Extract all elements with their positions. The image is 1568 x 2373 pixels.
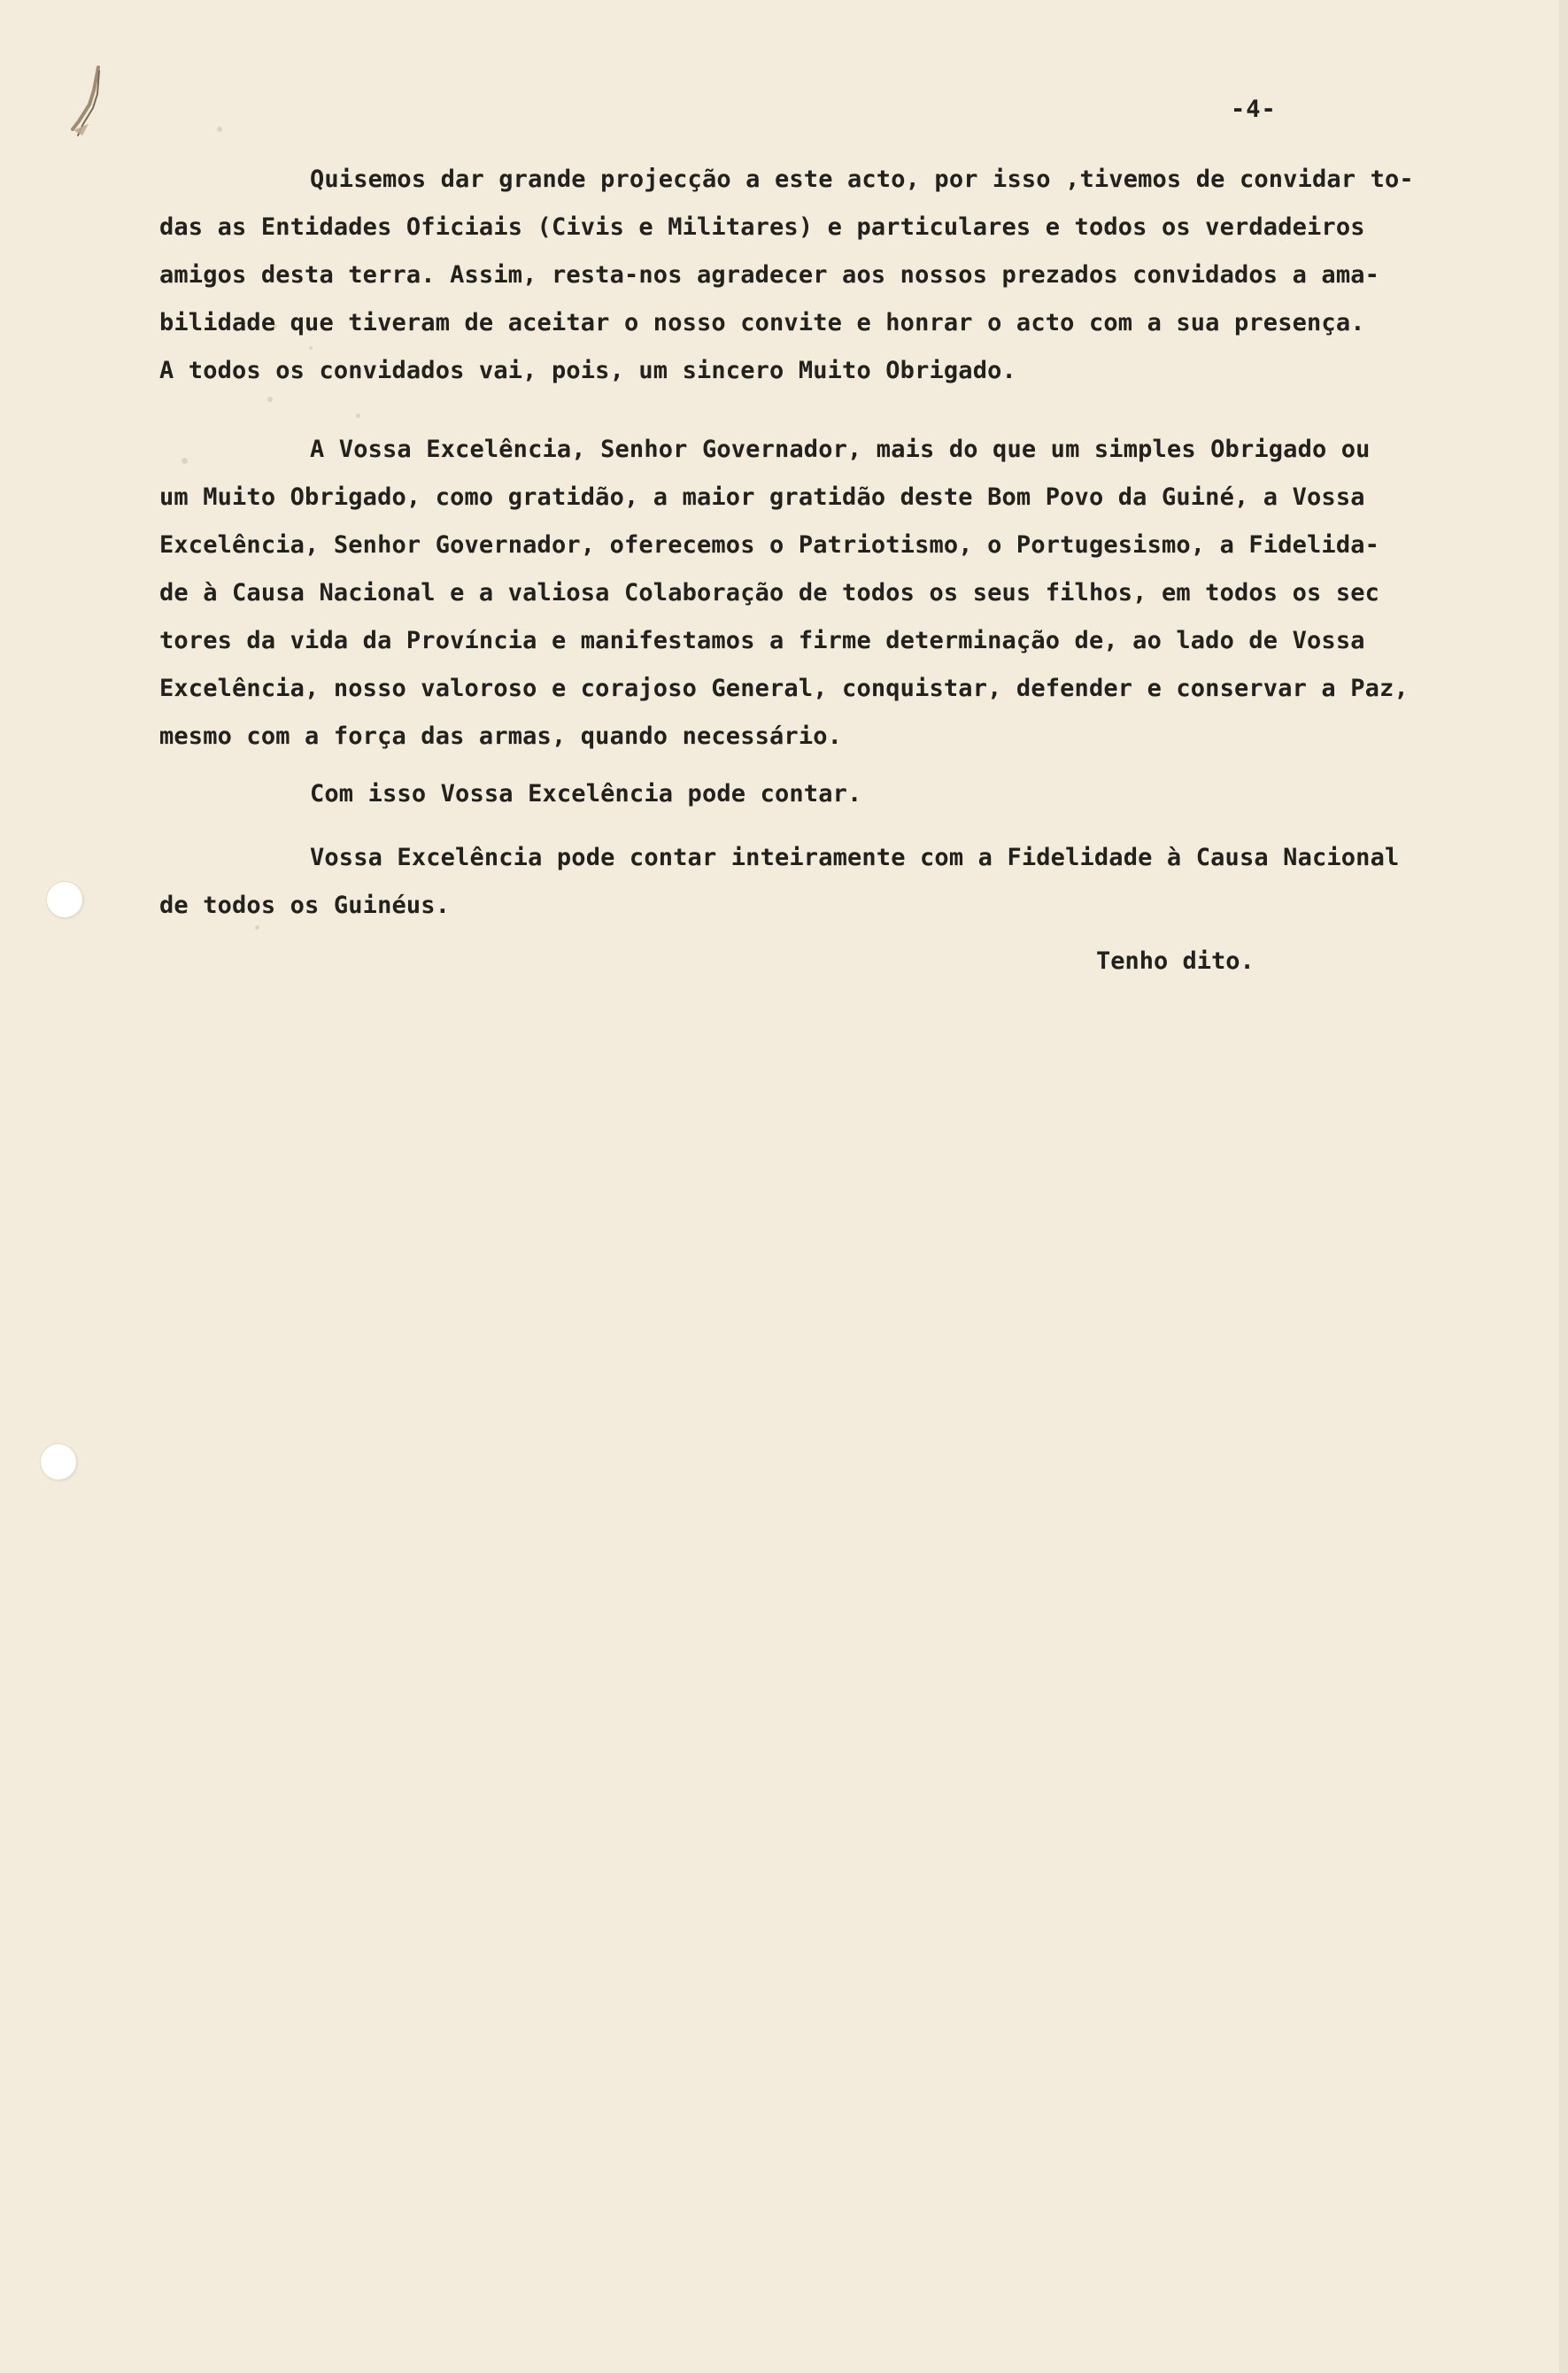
text-line: Vossa Excelência pode contar inteiramente com a Fidelidade à Causa Nacional <box>310 844 1400 871</box>
text-line: A todos os convidados vai, pois, um sincero Muito Obrigado. <box>159 357 1016 384</box>
text-line: mesmo com a força das armas, quando necessário. <box>159 723 843 750</box>
paper-speck <box>217 127 222 132</box>
text-line: Com isso Vossa Excelência pode contar. <box>310 780 862 808</box>
text-line: Excelência, nosso valoroso e corajoso General, conquistar, defender e conservar a Paz, <box>159 675 1409 702</box>
text-line: de todos os Guinéus. <box>159 892 451 919</box>
text-line: bilidade que tiveram de aceitar o nosso convite e honrar o acto com a sua presença. <box>159 309 1365 336</box>
text-line: tores da vida da Província e manifestamos a firme determinação de, ao lado de Vossa <box>159 627 1365 654</box>
text-line: um Muito Obrigado, como gratidão, a maior gratidão deste Bom Povo da Guiné, a Vossa <box>159 483 1365 511</box>
paragraph-count-on <box>159 770 1443 818</box>
closing-remark: Tenho dito. <box>1096 947 1255 975</box>
paper-speck <box>267 397 273 402</box>
punch-hole-upper <box>46 881 83 918</box>
text-line: das as Entidades Oficiais (Civis e Militares) e particulares e todos os verdadeiros <box>159 213 1365 241</box>
paragraph-fidelity <box>159 834 1443 930</box>
paragraph-governor <box>159 426 1443 761</box>
text-line: A Vossa Excelência, Senhor Governador, mais do que um simples Obrigado ou <box>310 436 1371 463</box>
page-number: -4- <box>1231 96 1277 123</box>
text-line: de à Causa Nacional e a valiosa Colaboração de todos os seus filhos, em todos os sec <box>159 579 1380 607</box>
staple-mark-icon <box>64 62 126 142</box>
paper-speck <box>356 414 360 418</box>
paragraph-invitation <box>159 156 1443 395</box>
text-line: Excelência, Senhor Governador, oferecemos o Patriotismo, o Portugesismo, a Fidelida- <box>159 531 1380 559</box>
text-line: amigos desta terra. Assim, resta-nos agradecer aos nossos prezados convidados a ama- <box>159 261 1380 289</box>
page-edge <box>1559 0 1568 2373</box>
text-line: Quisemos dar grande projecção a este acto, por isso ,tivemos de convidar to- <box>310 166 1414 193</box>
punch-hole-lower <box>40 1443 77 1480</box>
